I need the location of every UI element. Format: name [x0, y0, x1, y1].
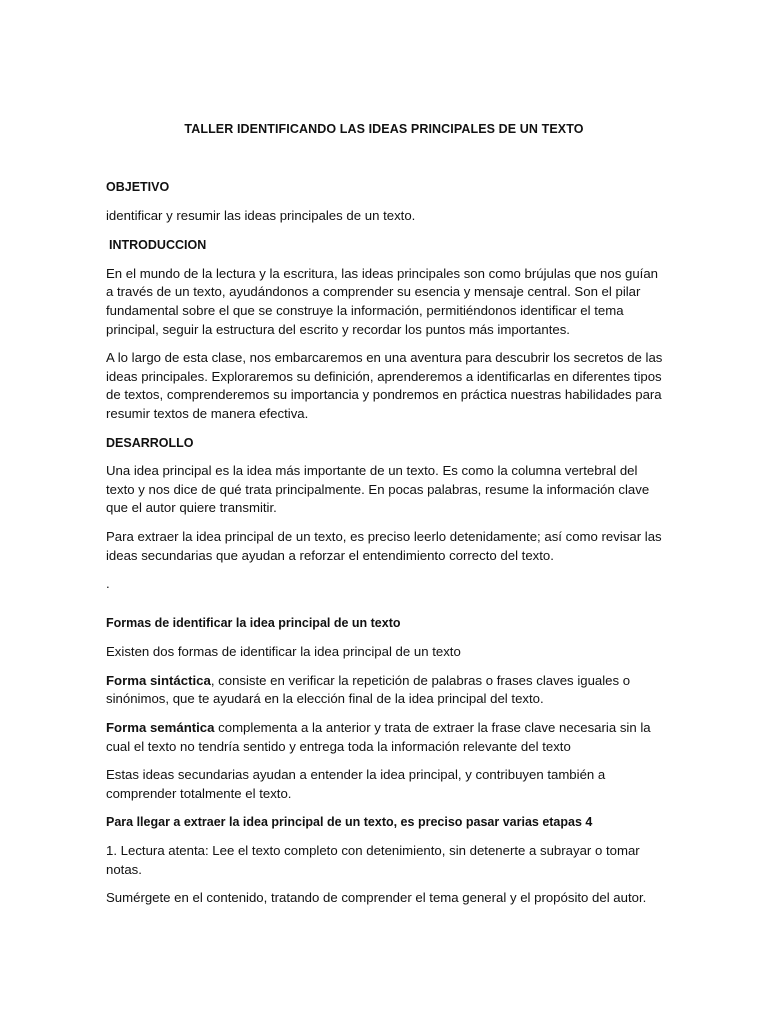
intro-paragraph-2: A lo largo de esta clase, nos embarcaremos en una aventura para descubrir los secretos de las ideas principales. Exploraremos su definición, aprenderemos a identificarlas en diferentes tipos de textos, comprenderemos su importancia y pondremos en práctica nuestras habilidades para resumir textos de manera efectiva.: [106, 350, 663, 421]
desarrollo-paragraph-2: Para extraer la idea principal de un texto, es preciso leerlo detenidamente; así como revisar las ideas secundarias que ayudan a reforzar el entendimiento correcto del texto.: [106, 528, 662, 563]
desarrollo-heading: DESARROLLO: [106, 435, 194, 450]
stray-dot: .: [106, 576, 110, 592]
ideas-secundarias-paragraph: Estas ideas secundarias ayudan a entender la idea principal, y contribuyen también a comprender totalmente el texto.: [106, 767, 606, 801]
etapas-heading: Para llegar a extraer la idea principal de un texto, es preciso pasar varias etapas 4: [106, 815, 593, 830]
formas-intro: Existen dos formas de identificar la idea principal de un texto: [106, 644, 461, 660]
document-body: [106, 178, 666, 918]
introduccion-heading: INTRODUCCION: [109, 238, 207, 253]
desarrollo-paragraph-1: Una idea principal es la idea más importante de un texto. Es como la columna vertebral del texto y nos dice de qué trata principalmente. En pocas palabras, resume la información clave que el autor quiere transmitir.: [106, 463, 650, 516]
sumergete-paragraph: Sumérgete en el contenido, tratando de comprender el tema general y el propósito del autor.: [106, 890, 647, 906]
document-title: TALLER IDENTIFICANDO LAS IDEAS PRINCIPALES DE UN TEXTO: [184, 122, 584, 136]
forma-sintactica-label: Forma sintáctica: [106, 672, 211, 688]
intro-paragraph-1: En el mundo de la lectura y la escritura, las ideas principales son como brújulas que nos guían a través de un texto, ayudándonos a comprender su esencia y mensaje central. Son el pilar fundamental sobre el que se construye la información, permitiéndonos identificar el tema principal, seguir la estructura del escrito y recordar los puntos más importantes.: [106, 265, 658, 337]
forma-sintactica-text: , consiste en verificar la repetición de palabras o frases claves iguales o sinónimos, que te ayudará en la elección final de la idea principal del texto.: [106, 672, 631, 707]
forma-semantica-paragraph: [106, 719, 666, 756]
objetivo-text: identificar y resumir las ideas principales de un texto.: [106, 207, 416, 223]
objetivo-heading: OBJETIVO: [106, 180, 170, 194]
step-1-paragraph: 1. Lectura atenta: Lee el texto completo con detenimiento, sin detenerte a subrayar o tomar notas.: [106, 843, 640, 877]
forma-sintactica-paragraph: [106, 672, 666, 709]
forma-semantica-label: Forma semántica: [106, 720, 215, 736]
forma-semantica-text: complementa a la anterior y trata de extraer la frase clave necesaria sin la cual el texto no tendría sentido y entrega toda la información relevante del texto: [106, 720, 651, 754]
formas-heading-text: Formas de identificar la idea principal de un texto: [106, 615, 401, 630]
formas-heading: [106, 614, 666, 634]
